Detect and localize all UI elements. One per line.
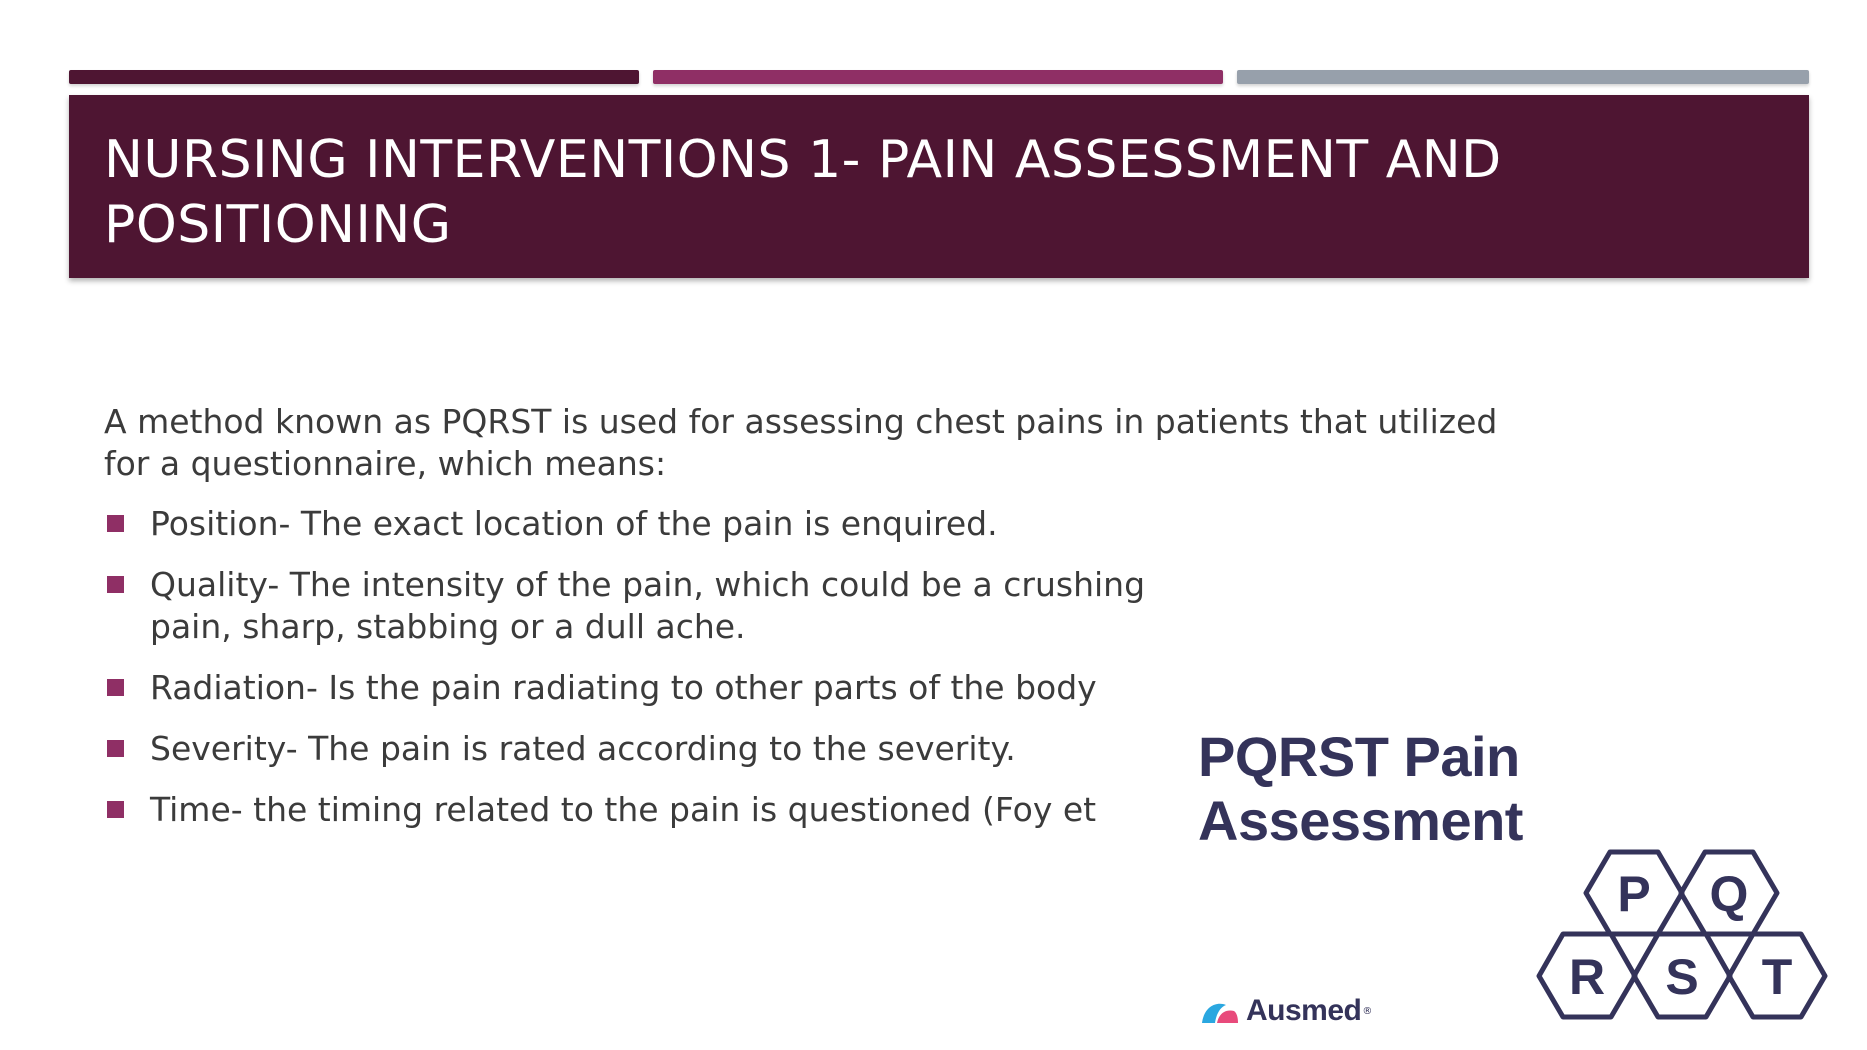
- accent-bar-gray: [1237, 70, 1809, 84]
- hex-letter-r: R: [1568, 949, 1606, 1005]
- ausmed-logo-text: Ausmed: [1246, 994, 1362, 1027]
- ausmed-logo-mark-icon: [1200, 997, 1240, 1025]
- intro-paragraph: A method known as PQRST is used for assessing chest pains in patients that utilized for a questionnaire, which means:: [104, 402, 1498, 483]
- accent-bar-magenta: [653, 70, 1223, 84]
- square-bullet-icon: [107, 801, 124, 818]
- slide-title: NURSING INTERVENTIONS 1- PAIN ASSESSMENT AND POSITIONING: [104, 130, 1502, 255]
- bullet-text: Severity- The pain is rated according to the severity.: [150, 729, 1016, 768]
- graphic-title-line-2: Assessment: [1198, 789, 1523, 852]
- hex-letter-t: T: [1761, 949, 1793, 1005]
- bullet-text: Quality- The intensity of the pain, which could be a crushing pain, sharp, stabbing or a dull ache.: [150, 565, 1146, 646]
- square-bullet-icon: [107, 515, 124, 532]
- bullet-item-quality: [104, 564, 1194, 648]
- bullet-item-time: [104, 789, 1194, 831]
- bullet-text: Position- The exact location of the pain is enquired.: [150, 504, 998, 543]
- hex-letter-q: Q: [1709, 866, 1749, 922]
- registered-mark: ®: [1362, 1005, 1373, 1017]
- bullet-text: Time- the timing related to the pain is questioned (Foy et: [150, 790, 1097, 829]
- bullet-item-position: [104, 503, 1194, 545]
- hex-letter-p: P: [1617, 866, 1651, 922]
- ausmed-logo: [1200, 993, 1372, 1029]
- pqrst-pain-assessment-image: [1190, 725, 1850, 1035]
- graphic-title-line-1: PQRST Pain: [1198, 725, 1520, 788]
- hex-letter-s: S: [1665, 949, 1699, 1005]
- square-bullet-icon: [107, 679, 124, 696]
- bullet-item-radiation: [104, 667, 1194, 709]
- pqrst-bullet-list: [104, 503, 1194, 831]
- square-bullet-icon: [107, 740, 124, 757]
- pqrst-hexagon-icon: [1190, 725, 1850, 1035]
- bullet-text: Radiation- Is the pain radiating to other parts of the body: [150, 668, 1097, 707]
- accent-bar-dark: [69, 70, 639, 84]
- bullet-item-severity: [104, 728, 1194, 770]
- square-bullet-icon: [107, 576, 124, 593]
